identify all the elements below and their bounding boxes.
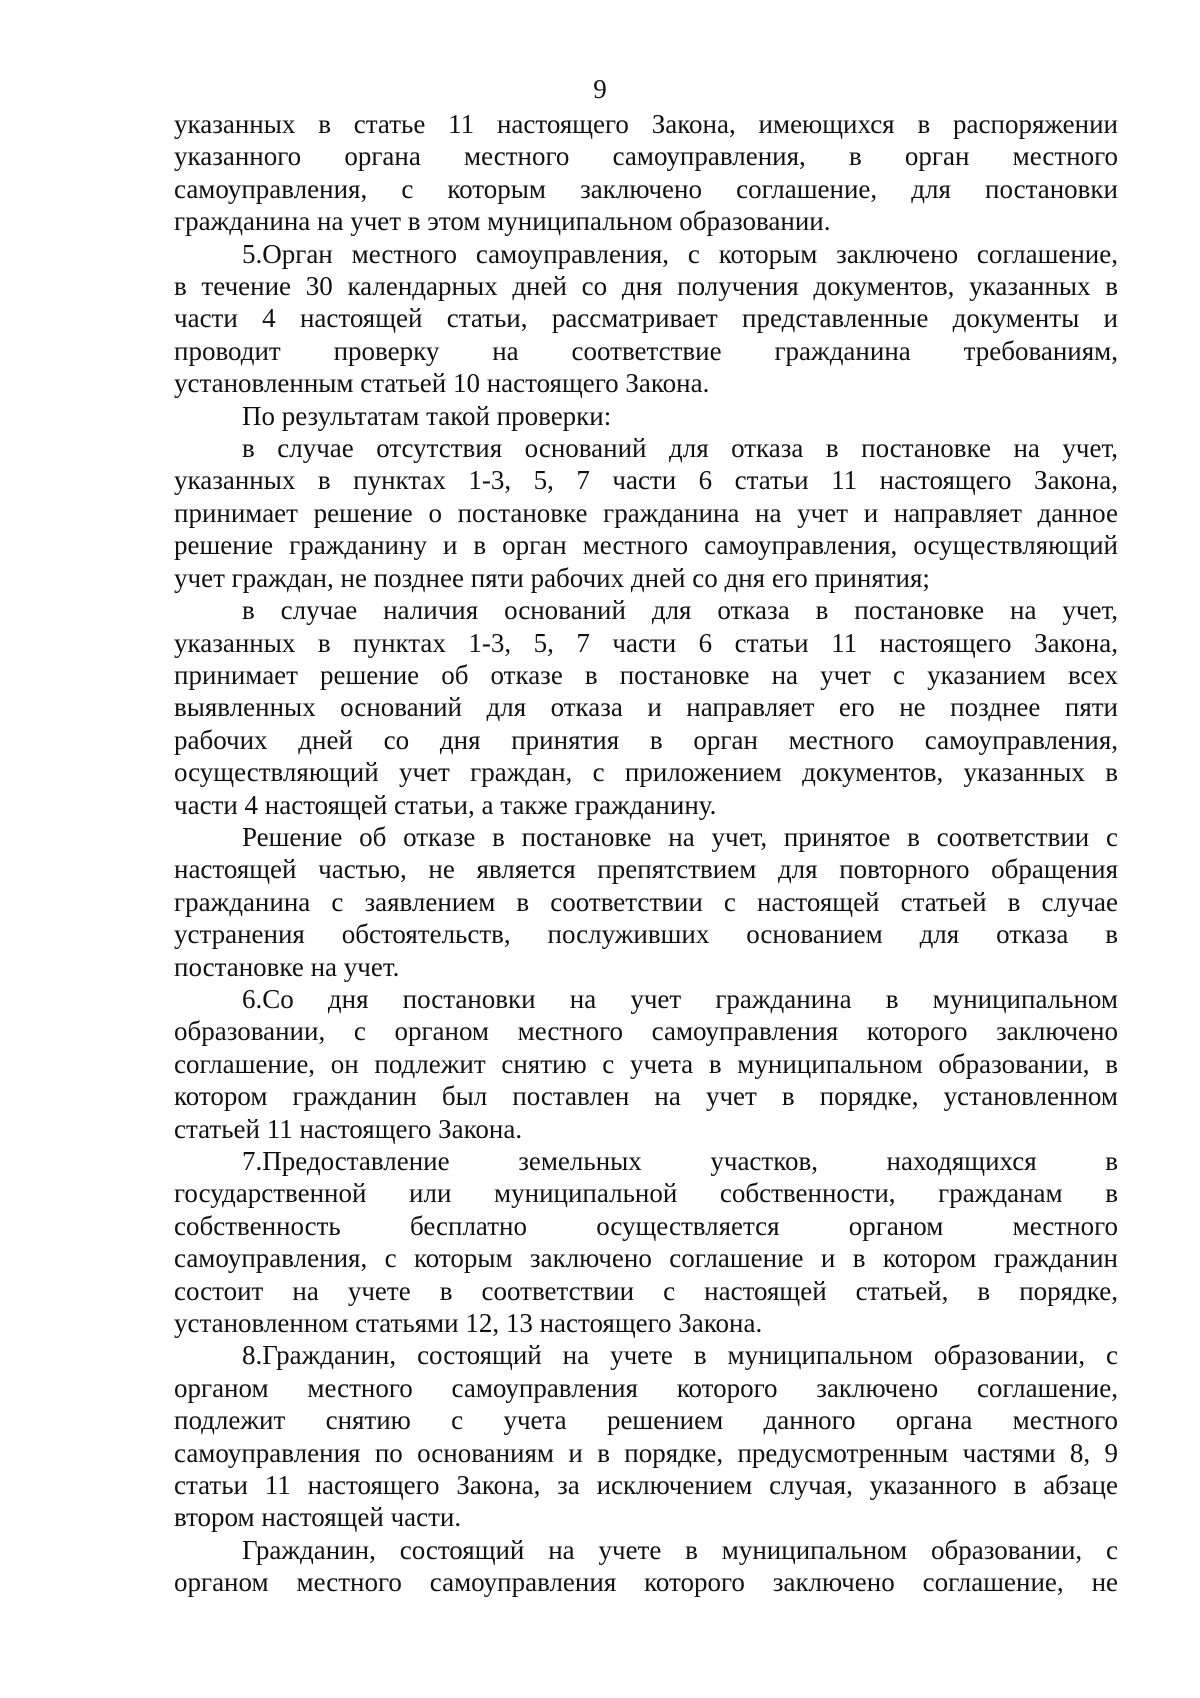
text-line: Гражданин, состоящий на учете в муниципальном образовании, с bbox=[242, 1534, 1118, 1565]
text-line: статьей 11 настоящего Закона. bbox=[174, 1113, 523, 1144]
text-line: в случае отсутствия оснований для отказа в постановке на учет, bbox=[242, 433, 1118, 464]
text-line: соглашение, он подлежит снятию с учета в муниципальном образовании, в bbox=[174, 1048, 1118, 1079]
text-line: принимает решение о постановке гражданина на учет и направляет данное bbox=[174, 497, 1118, 528]
text-line: выявленных оснований для отказа и направляет его не позднее пяти bbox=[174, 692, 1118, 723]
text-line: установленным статьей 10 настоящего Закона. bbox=[174, 368, 710, 399]
text-line: принимает решение об отказе в постановке на учет с указанием всех bbox=[174, 659, 1118, 690]
text-line: 6.Со дня постановки на учет гражданина в муниципальном bbox=[242, 983, 1118, 1014]
text-line: указанных в статье 11 настоящего Закона, имеющихся в распоряжении bbox=[174, 109, 1118, 139]
page-number: 9 bbox=[593, 74, 607, 104]
text-line: части 4 настоящей статьи, а также гражданину. bbox=[174, 789, 717, 820]
text-line: 8.Гражданин, состоящий на учете в муниципальном образовании, с bbox=[242, 1340, 1118, 1371]
text-line: указанного органа местного самоуправления, в орган местного bbox=[174, 141, 1118, 172]
text-line: образовании, с органом местного самоуправления которого заключено bbox=[174, 1016, 1118, 1047]
text-line: Решение об отказе в постановке на учет, принятое в соответствии с bbox=[242, 821, 1118, 852]
paragraph-item-8 bbox=[174, 1339, 1118, 1533]
text-line: в течение 30 календарных дней со дня получения документов, указанных в bbox=[174, 271, 1118, 302]
text-line: части 4 настоящей статьи, рассматривает представленные документы и bbox=[174, 303, 1118, 334]
text-line: указанных в пунктах 1-3, 5, 7 части 6 статьи 11 настоящего Закона, bbox=[174, 627, 1118, 658]
text-line: установленном статьями 12, 13 настоящего Закона. bbox=[174, 1308, 763, 1339]
text-line: самоуправления по основаниям и в порядке, предусмотренным частями 8, 9 bbox=[174, 1437, 1118, 1468]
text-line: в случае наличия оснований для отказа в постановке на учет, bbox=[242, 595, 1118, 626]
text-line: самоуправления, с которым заключено соглашение и в котором гражданин bbox=[174, 1243, 1118, 1274]
paragraph-refusal-decision bbox=[174, 821, 1118, 983]
document-body bbox=[174, 108, 1118, 1599]
text-line: рабочих дней со дня принятия в орган местного самоуправления, bbox=[174, 724, 1118, 755]
paragraph-item-7 bbox=[174, 1145, 1118, 1339]
paragraph-no-grounds bbox=[174, 432, 1118, 594]
text-line: постановке на учет. bbox=[174, 951, 400, 982]
text-line: осуществляющий учет граждан, с приложением документов, указанных в bbox=[174, 757, 1118, 788]
text-line: устранения обстоятельств, послуживших основанием для отказа в bbox=[174, 919, 1118, 950]
text-line: самоуправления, с которым заключено соглашение, для постановки bbox=[174, 173, 1118, 204]
text-line: втором настоящей части. bbox=[174, 1502, 462, 1533]
text-line: гражданина на учет в этом муниципальном образовании. bbox=[174, 206, 831, 237]
paragraph-item-5 bbox=[174, 238, 1118, 400]
paragraph-grounds-present bbox=[174, 594, 1118, 821]
paragraph-item-6 bbox=[174, 983, 1118, 1145]
text-line: По результатам такой проверки: bbox=[242, 400, 612, 431]
text-line: собственность бесплатно осуществляется органом местного bbox=[174, 1210, 1118, 1241]
text-line: котором гражданин был поставлен на учет в порядке, установленном bbox=[174, 1081, 1118, 1112]
text-line: решение гражданину и в орган местного самоуправления, осуществляющий bbox=[174, 530, 1118, 561]
paragraph-citizen-registered bbox=[174, 1534, 1118, 1599]
text-line: 5.Орган местного самоуправления, с которым заключено соглашение, bbox=[242, 238, 1118, 269]
text-line: гражданина с заявлением в соответствии с настоящей статьей в случае bbox=[174, 886, 1118, 917]
text-line: учет граждан, не позднее пяти рабочих дней со дня его принятия; bbox=[174, 562, 930, 593]
text-line: 7.Предоставление земельных участков, находящихся в bbox=[242, 1146, 1118, 1176]
text-line: проводит проверку на соответствие гражданина требованиям, bbox=[174, 335, 1118, 366]
text-line: настоящей частью, не является препятствием для повторного обращения bbox=[174, 854, 1118, 885]
text-line: органом местного самоуправления которого заключено соглашение, не bbox=[174, 1567, 1118, 1598]
paragraph-check-results bbox=[174, 400, 1118, 432]
text-line: подлежит снятию с учета решением данного органа местного bbox=[174, 1405, 1118, 1436]
text-line: указанных в пунктах 1-3, 5, 7 части 6 статьи 11 настоящего Закона, bbox=[174, 465, 1118, 496]
text-line: статьи 11 настоящего Закона, за исключением случая, указанного в абзаце bbox=[174, 1470, 1118, 1501]
text-line: органом местного самоуправления которого заключено соглашение, bbox=[174, 1372, 1118, 1403]
paragraph-continuation bbox=[174, 108, 1118, 238]
text-line: государственной или муниципальной собственности, гражданам в bbox=[174, 1178, 1118, 1209]
text-line: состоит на учете в соответствии с настоящей статьей, в порядке, bbox=[174, 1275, 1118, 1306]
